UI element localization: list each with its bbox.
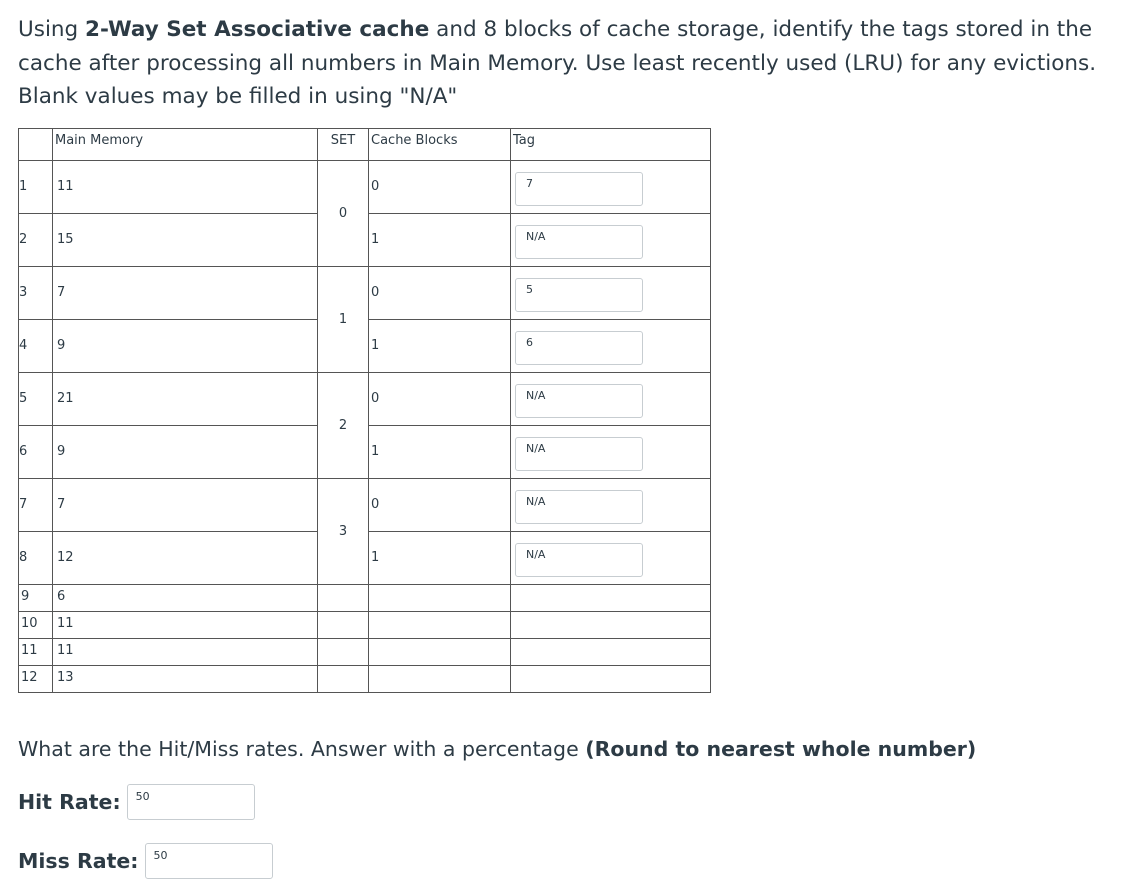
row-index: 12 (21, 670, 38, 685)
hit-rate-label: Hit Rate: (18, 790, 121, 814)
main-memory-value: 13 (57, 670, 74, 685)
main-memory-value: 7 (57, 285, 66, 300)
row-index: 7 (19, 497, 28, 512)
tag-input[interactable]: N/A (515, 490, 643, 524)
miss-rate-row (18, 843, 273, 879)
header-set: SET (318, 129, 369, 161)
cache-block-value: 1 (371, 232, 380, 247)
tag-input[interactable]: 6 (515, 331, 643, 365)
tag-input[interactable]: N/A (515, 225, 643, 259)
question-bold-term: 2-Way Set Associative cache (85, 17, 430, 42)
tag-input[interactable]: N/A (515, 437, 643, 471)
main-memory-value: 7 (57, 497, 66, 512)
table-row (19, 161, 711, 214)
table-row (19, 666, 711, 693)
header-index (19, 129, 53, 161)
header-main-memory: Main Memory (53, 129, 318, 161)
header-cache-blocks: Cache Blocks (369, 129, 511, 161)
main-memory-value: 11 (57, 616, 74, 631)
cache-block-value: 1 (371, 338, 380, 353)
cache-block-value: 1 (371, 550, 380, 565)
set-cell: 2 (318, 373, 369, 479)
hit-rate-input[interactable]: 50 (127, 784, 255, 820)
row-index: 2 (19, 232, 28, 247)
main-memory-value: 11 (57, 643, 74, 658)
row-index: 11 (21, 643, 38, 658)
tag-input[interactable]: N/A (515, 543, 643, 577)
miss-rate-label: Miss Rate: (18, 849, 139, 873)
cache-block-value: 0 (371, 285, 380, 300)
row-index: 9 (21, 589, 30, 604)
main-memory-value: 6 (57, 589, 66, 604)
table-header-row (19, 129, 711, 161)
main-memory-value: 15 (57, 232, 74, 247)
question-part-2: and 8 blocks of cache storage, identify the tags stored in the cache after processing all numbers in Main Memory. Use least recently used (LRU) for any evictions. Blank values may be filled in using "N/A" (18, 17, 1097, 109)
table-row (19, 585, 711, 612)
main-memory-value: 21 (57, 391, 74, 406)
cache-block-value: 1 (371, 444, 380, 459)
main-memory-value: 12 (57, 550, 74, 565)
table-row (19, 612, 711, 639)
miss-rate-input[interactable]: 50 (145, 843, 273, 879)
row-index: 4 (19, 338, 28, 353)
table-row (19, 639, 711, 666)
cache-block-value: 0 (371, 497, 380, 512)
main-memory-value: 9 (57, 444, 66, 459)
cache-table (18, 128, 711, 693)
row-index: 5 (19, 391, 28, 406)
row-index: 10 (21, 616, 38, 631)
main-memory-value: 9 (57, 338, 66, 353)
rates-question: What are the Hit/Miss rates. Answer with a percentage (Round to nearest whole number) (18, 737, 977, 761)
tag-input[interactable]: 7 (515, 172, 643, 206)
row-index: 1 (19, 179, 28, 194)
table-row (19, 479, 711, 532)
tag-input[interactable]: 5 (515, 278, 643, 312)
hit-rate-row (18, 784, 255, 820)
question-text (18, 13, 1108, 114)
table-row (19, 267, 711, 320)
tag-input[interactable]: N/A (515, 384, 643, 418)
main-memory-value: 11 (57, 179, 74, 194)
row-index: 3 (19, 285, 28, 300)
row-index: 6 (19, 444, 28, 459)
table-row (19, 373, 711, 426)
rates-question-bold: (Round to nearest whole number) (585, 737, 977, 761)
header-tag: Tag (511, 129, 711, 161)
cache-block-value: 0 (371, 391, 380, 406)
set-cell: 3 (318, 479, 369, 585)
question-part-1: Using (18, 17, 86, 42)
cache-block-value: 0 (371, 179, 380, 194)
set-cell: 1 (318, 267, 369, 373)
set-cell: 0 (318, 161, 369, 267)
row-index: 8 (19, 550, 28, 565)
